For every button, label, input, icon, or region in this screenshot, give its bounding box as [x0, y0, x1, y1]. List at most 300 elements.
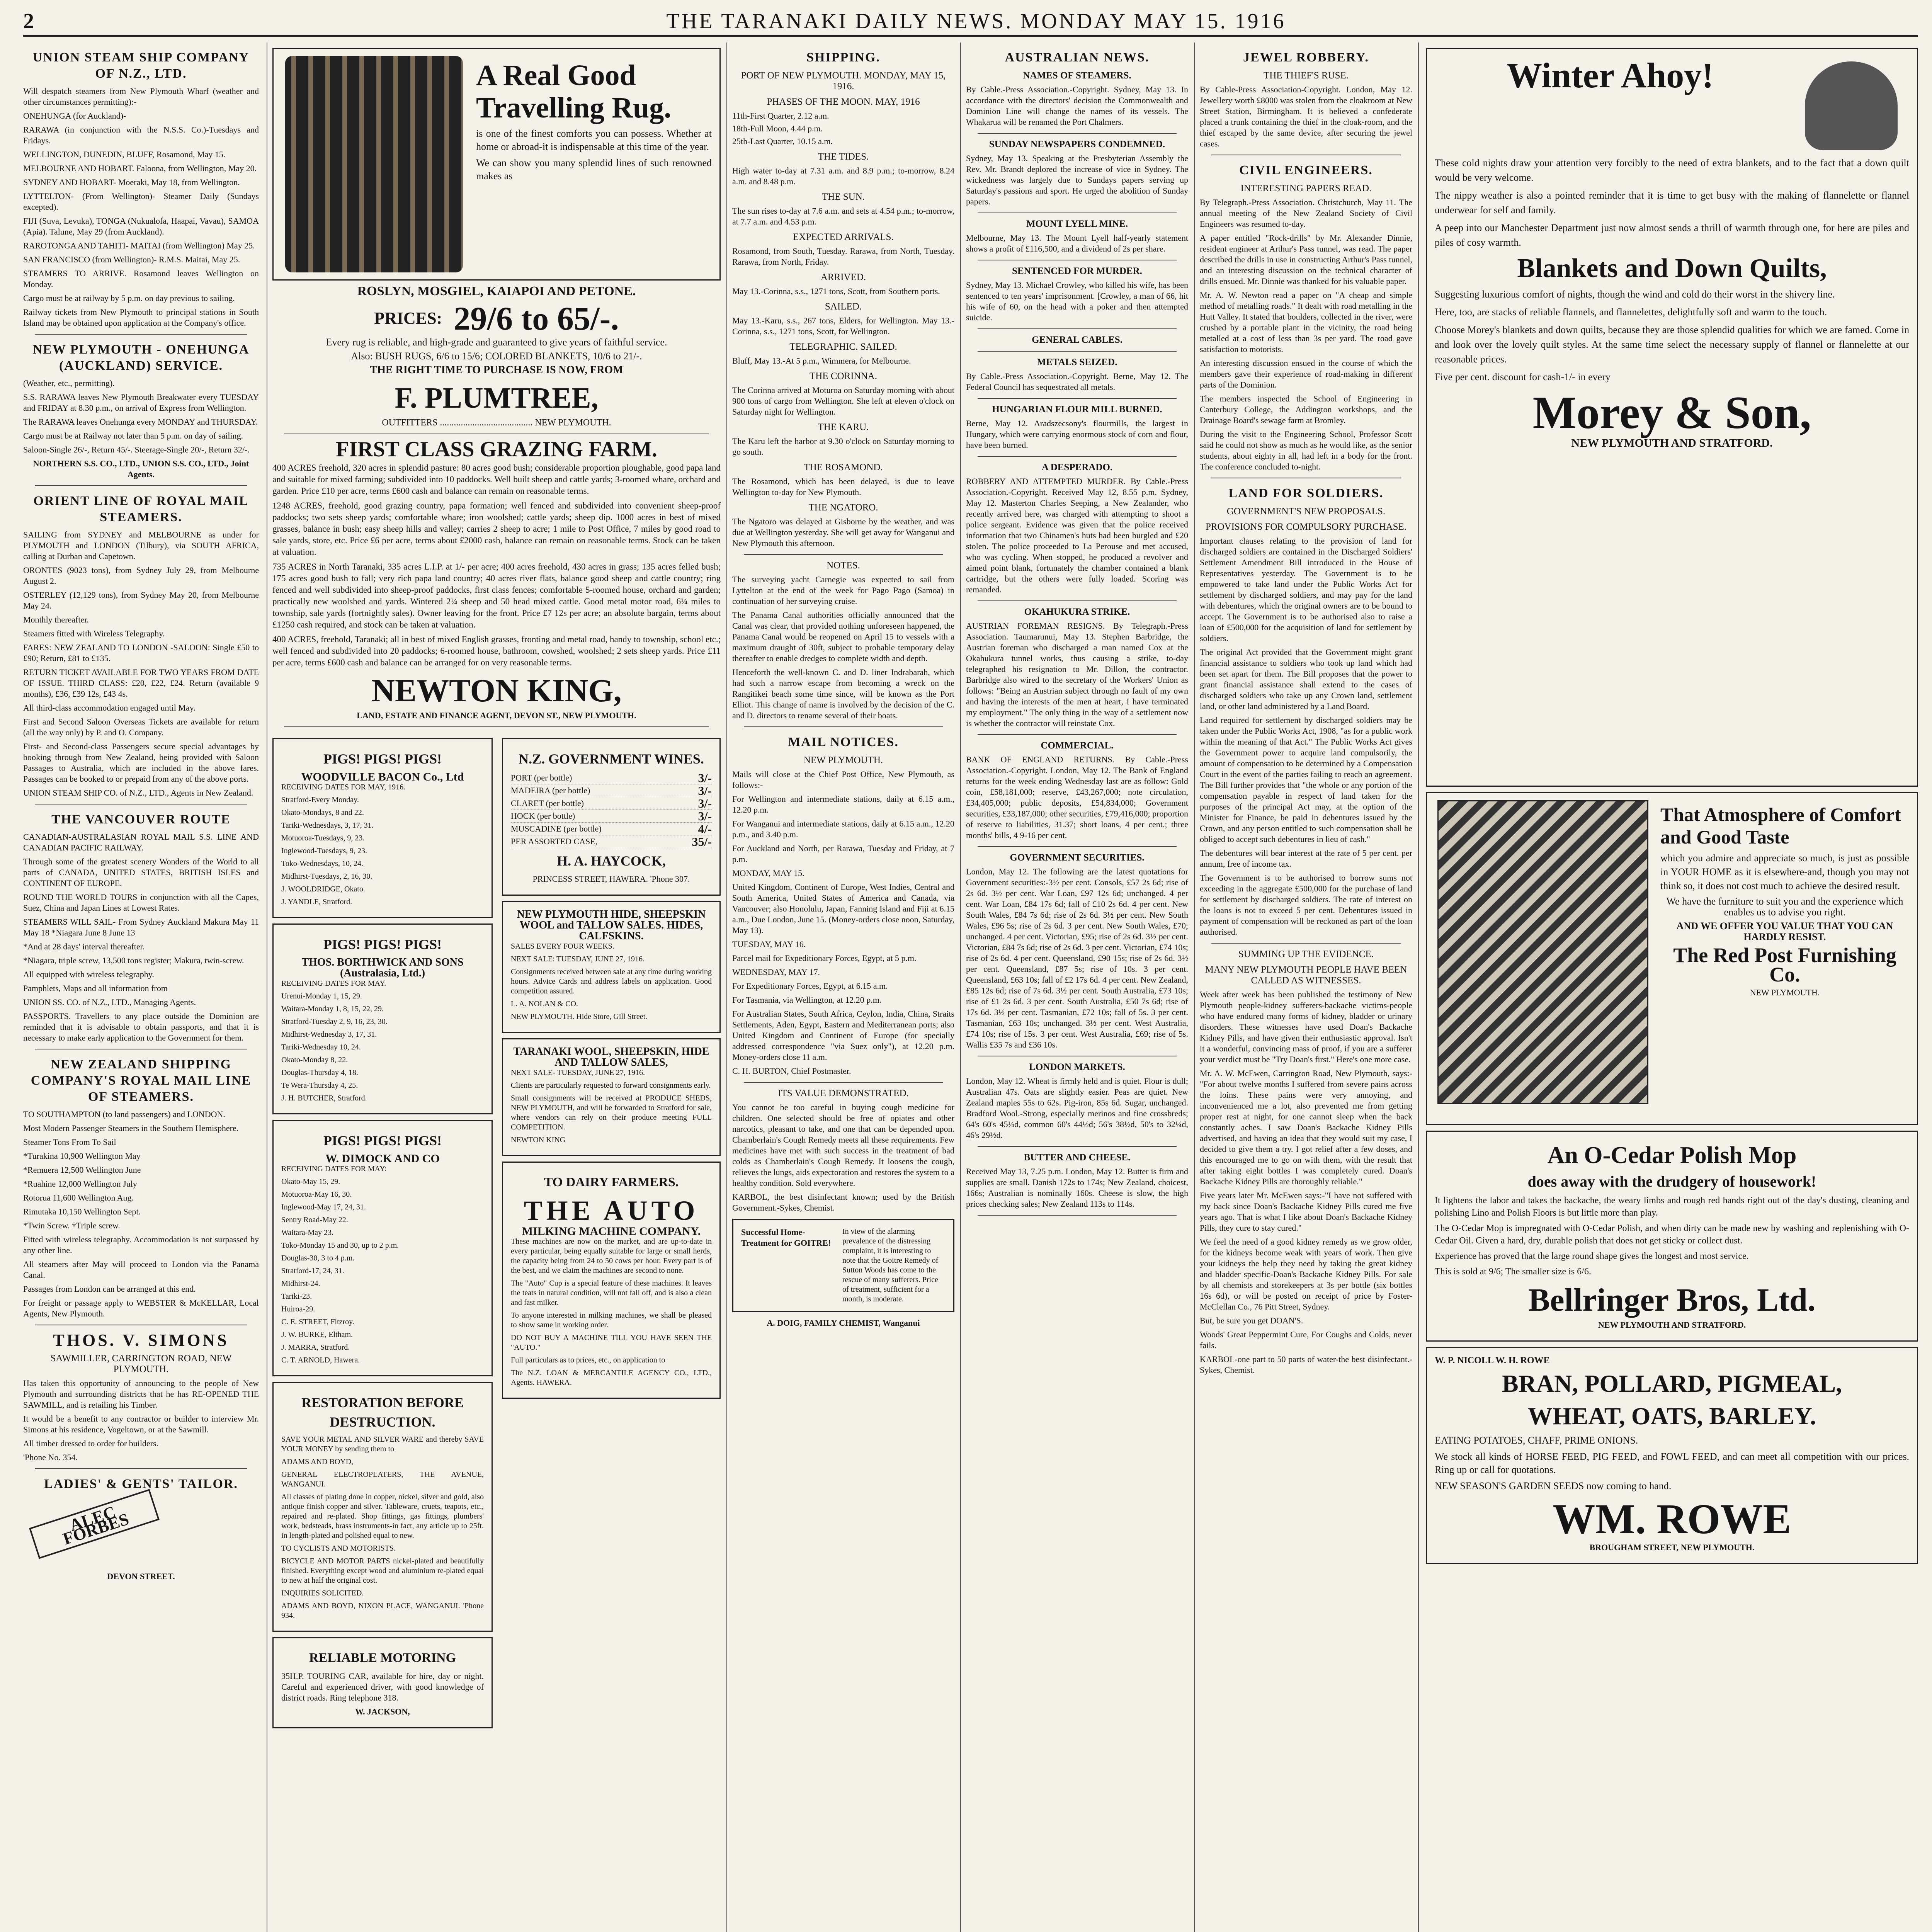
- evidence-heading: SUMMING UP THE EVIDENCE.: [1238, 949, 1374, 959]
- receiving-date: Tariki-Wednesday 10, 24.: [281, 1043, 361, 1051]
- redpost-name: The Red Post Furnishing Co.: [1673, 944, 1896, 986]
- text-paragraph: The members inspected the School of Engineering in Canterbury College, the Addington workshops, and the Drainage Board's sewage farm at Bromley.: [1200, 394, 1412, 425]
- simons-title: THOS. V. SIMONS: [53, 1331, 229, 1350]
- divider: [978, 328, 1177, 329]
- text-paragraph: *Twin Screw. †Triple screw.: [23, 1221, 120, 1230]
- wine-price-row: [511, 772, 712, 784]
- expected-heading: EXPECTED ARRIVALS.: [793, 232, 894, 242]
- rug-makes: ROSLYN, MOSGIEL, KAIAPOI AND PETONE.: [357, 284, 636, 298]
- text-paragraph: RAROTONGA AND TAHITI- MAITAI (from Wellington) May 25.: [23, 241, 255, 250]
- rug-also: Also: BUSH RUGS, 6/6 to 15/6; COLORED BLANKETS, 10/6 to 21/-.: [351, 350, 642, 362]
- farm-listing: 400 ACRES freehold, 320 acres in splendid pasture: 80 acres good bush; considerable proportion ploughable, good papa land and suitable for mixed farming; subdivided into 10 paddocks. Well built sheep and cattle yards; 3-roomed whare, orchard and garden. Price £10 per acre, terms £600 cash and balance can remain on reasonable terms.: [272, 463, 721, 496]
- rowe-name: WM. ROWE: [1553, 1495, 1791, 1543]
- divider: [978, 734, 1177, 735]
- receiving-date: Midhirst-24.: [281, 1279, 320, 1288]
- text-paragraph: NEW PLYMOUTH. Hide Store, Gill Street.: [511, 1012, 648, 1021]
- text-paragraph: SALES EVERY FOUR WEEKS.: [511, 942, 614, 951]
- receiving-date: Stratford-Tuesday 2, 9, 16, 23, 30.: [281, 1017, 388, 1026]
- text-paragraph: RETURN TICKET AVAILABLE FOR TWO YEARS FROM DATE OF ISSUE. THIRD CLASS: £20, £22, £24. Return (available 9 months), £36, £39 12s, £43 4s.: [23, 667, 259, 699]
- red-post-ad: [1426, 792, 1918, 1125]
- text-paragraph: MELBOURNE AND HOBART. Faloona, from Wellington, May 20.: [23, 163, 257, 173]
- text-paragraph: Railway tickets from New Plymouth to principal stations in South Island may be obtained upon application at the Company's office.: [23, 307, 259, 328]
- pigs1-company: WOODVILLE BACON Co., Ltd: [301, 770, 464, 783]
- text-paragraph: Choose Morey's blankets and down quilts, because they are those splendid qualities for which we are famed. Come in and look over the lovely quilt styles. At the same time select the necessary supply of flannel or flannelette at our reasonable prices.: [1435, 324, 1909, 365]
- orient-body: [23, 529, 259, 798]
- text-paragraph: SYDNEY AND HOBART- Moeraki, May 18, from Wellington.: [23, 177, 240, 187]
- haycock-name: H. A. HAYCOCK,: [557, 853, 666, 869]
- text-paragraph: LYTTELTON- (From Wellington)- Steamer Daily (Sundays excepted).: [23, 191, 259, 212]
- ngatoro-body: The Ngatoro was delayed at Gisborne by the weather, and was due at Wellington yesterday. She will get away for Wanganui and New Plymouth this afternoon.: [732, 517, 954, 548]
- taranaki-wool-ad: [502, 1038, 721, 1156]
- jewel-body: By Cable-Press Association-Copyright. London, May 12. Jewellery worth £8000 was stolen from the cloakroom at New Street Station, Birmingham. It is believed a confederate placed a trunk containing the thief in the cloak-room, and the thief escaped by the same device, after securing the jewel cases.: [1200, 85, 1412, 148]
- evidence-sub: MANY NEW PLYMOUTH PEOPLE HAVE BEEN CALLED AS WITNESSES.: [1205, 964, 1407, 986]
- jewel-sub: THE THIEF'S RUSE.: [1263, 70, 1349, 81]
- text-paragraph: ONEHUNGA (for Auckland)-: [23, 111, 126, 121]
- text-paragraph: ORONTES (9023 tons), from Sydney July 29, from Melbourne August 2.: [23, 565, 259, 586]
- text-paragraph: *Turakina 10,900 Wellington May: [23, 1151, 141, 1161]
- text-paragraph: Rotorua 11,600 Wellington Aug.: [23, 1193, 134, 1202]
- text-paragraph: Small consignments will be received at PRODUCE SHEDS, NEW PLYMOUTH, and will be forwarded to Stratford for sale, where vendors can rely on their produce meeting FULL COMPETITION.: [511, 1094, 712, 1131]
- rowe-address: BROUGHAM STREET, NEW PLYMOUTH.: [1589, 1543, 1755, 1552]
- text-paragraph: Clients are particularly requested to forward consignments early.: [511, 1081, 711, 1090]
- receiving-date: Waitara-May 23.: [281, 1228, 333, 1237]
- column-3-shipping-mail: [732, 43, 954, 1932]
- rowe-names: W. P. NICOLL W. H. ROWE: [1435, 1355, 1550, 1366]
- orient-title: ORIENT LINE OF ROYAL MAIL STEAMERS.: [33, 494, 249, 524]
- text-paragraph: To anyone interested in milking machines, we shall be pleased to show same in working order.: [511, 1311, 712, 1329]
- rug-prices: [272, 300, 721, 337]
- text-paragraph: EATING POTATOES, CHAFF, PRIME ONIONS.: [1435, 1435, 1638, 1446]
- moon-phase-item: 18th-Full Moon, 4.44 p.m.: [732, 124, 823, 133]
- text-paragraph: Most Modern Passenger Steamers in the Southern Hemisphere.: [23, 1123, 239, 1133]
- morey-name: Morey & Son,: [1532, 387, 1811, 438]
- expected-body: Rosamond, from South, Tuesday. Rarawa, from North, Tuesday. Rarawa, from North, Friday.: [732, 246, 954, 267]
- receiving-date: Urenui-Monday 1, 15, 29.: [281, 992, 362, 1000]
- story-headline: GOVERNMENT SECURITIES.: [1010, 852, 1145, 863]
- land-sub-2: PROVISIONS FOR COMPULSORY PURCHASE.: [1205, 522, 1407, 532]
- text-paragraph: All steamers after May will proceed to London via the Panama Canal.: [23, 1259, 259, 1280]
- text-paragraph: For Tasmania, via Wellington, at 12.20 p.m.: [732, 995, 882, 1005]
- divider: [978, 456, 1177, 457]
- civil-body: [1200, 197, 1412, 472]
- plumtree-name: F. PLUMTREE,: [395, 382, 599, 414]
- column-2-ads: [272, 43, 721, 1932]
- wine-name: PER ASSORTED CASE,: [511, 837, 598, 846]
- receiving-date: RECEIVING DATES FOR MAY:: [281, 1165, 387, 1173]
- divider: [978, 1146, 1177, 1147]
- text-paragraph: Suggesting luxurious comfort of nights, though the wind and cold do their worst in the shivery line.: [1435, 289, 1835, 300]
- text-paragraph: For Wellington and intermediate stations, daily at 6.15 a.m., 12.20 p.m.: [732, 794, 954, 815]
- text-paragraph: Rimutaka 10,150 Wellington Sept.: [23, 1207, 141, 1216]
- page-number: 2: [23, 9, 34, 33]
- blankets-heading: Blankets and Down Quilts,: [1517, 253, 1827, 283]
- text-paragraph: Passages from London can be arranged at this end.: [23, 1284, 196, 1294]
- staircase-illustration: [1435, 800, 1651, 1117]
- text-paragraph: ADAMS AND BOYD,: [281, 1458, 354, 1466]
- text-paragraph: FARES: NEW ZEALAND TO LONDON -SALOON: Single £50 to £90; Return, £81 to £135.: [23, 643, 259, 663]
- text-paragraph: Full particulars as to prices, etc., on application to: [511, 1356, 665, 1364]
- text-paragraph: Experience has proved that the large round shape gives the longest and most service.: [1435, 1251, 1749, 1261]
- text-paragraph: NEWTON KING: [511, 1136, 566, 1144]
- receiving-date: Okato-Monday 8, 22.: [281, 1056, 348, 1064]
- divider: [744, 726, 943, 727]
- land-sub-1: GOVERNMENT'S NEW PROPOSALS.: [1226, 506, 1386, 517]
- ocedar-title: An O-Cedar Polish Mop: [1547, 1142, 1797, 1168]
- text-paragraph: SAVE YOUR METAL AND SILVER WARE and thereby SAVE YOUR MONEY by sending them to: [281, 1435, 484, 1453]
- pigs3-dates: [281, 1164, 484, 1365]
- text-paragraph: The surveying yacht Carnegie was expected to sail from Lyttelton at the end of the week for Pago Pago (Samoa) in continuation of her surveying cruise.: [732, 575, 954, 606]
- wines-list: [511, 772, 712, 848]
- story-headline: GENERAL CABLES.: [1032, 335, 1122, 345]
- story-headline: BUTTER AND CHEESE.: [1024, 1152, 1131, 1163]
- story-text: Received May 13, 7.25 p.m. London, May 12. Butter is firm and supplies are small. Danish 172s to 174s; New Zealand, choicest, 166s; Australian is nominally 160s. Cheese is slow, the high prices checking sales; New Zealand 113s to 114s.: [966, 1167, 1188, 1209]
- col2-lower-left: [272, 733, 493, 1734]
- divider: [35, 1468, 247, 1469]
- col2-lower-right: [502, 733, 721, 1734]
- story-text: London, May 12. Wheat is firmly held and is quiet. Flour is dull; Australian 47s. Oats are slightly easier. Peas are quiet. New Zealand maples 55s to 62s. Pig-iron, 85s 6d. Sugar, unchanged. Bradford Wool.-Strong, especially merinos and fine crossbreds; 64's 60's 45¼d, common 60's 44½d; 56's 38½d, 50's to 32¼d, 46's 29½d.: [966, 1076, 1188, 1140]
- ocedar-ad: [1426, 1131, 1918, 1342]
- winter-title: Winter Ahoy!: [1507, 56, 1714, 95]
- vancouver-body: [23, 832, 259, 1043]
- tarwool-body: [511, 1068, 712, 1145]
- farm-listing: 400 ACRES, freehold, Taranaki; all in best of mixed English grasses, fronting and metal road, handy to township, school etc.; well fenced and subdivided into 20 paddocks; 6-roomed house, bathroom, cowshed, woolshed; 2 sets sheep yards. Price £11 per acre, terms £600 cash and balance can be arranged for on very reasonable terms.: [272, 634, 721, 667]
- farm-listing: 1248 ACRES, freehold, good grazing country, papa formation; well fenced and subdivided into convenient sheep-proof paddocks; two sets sheep yards; comfortable whare; iron woolshed; cattle yards; sheep dip. 1000 acres in best of mixed grasses, balance in bush; easy sheep hills and valley; carries 2 sheep to acre; 1 mile to Post Office, 7 miles by good road to sale yards, store, etc. Price £6 per acre, terms about £2000 cash, balance can remain on reasonable terms. Stock can be taken at valuation.: [272, 501, 721, 557]
- ocedar-body: [1435, 1194, 1909, 1278]
- text-paragraph: NEW SEASON'S GARDEN SEEDS now coming to hand.: [1435, 1480, 1672, 1492]
- text-paragraph: NEXT SALE- TUESDAY, JUNE 27, 1916.: [511, 1068, 645, 1077]
- text-paragraph: An interesting discussion ensued in the course of which the members gave their experience of road-making in different parts of the Dominion.: [1200, 358, 1412, 389]
- receiving-date: J. MARRA, Stratford.: [281, 1343, 350, 1352]
- wine-name: PORT (per bottle): [511, 773, 572, 782]
- divider: [1211, 943, 1401, 944]
- onehunga-title: NEW PLYMOUTH - ONEHUNGA (AUCKLAND) SERVICE.: [32, 342, 250, 373]
- text-paragraph: Parcel mail for Expeditionary Forces, Egypt, at 5 p.m.: [732, 953, 917, 963]
- morey-winter-ad: [1426, 48, 1918, 787]
- text-paragraph: All equipped with wireless telegraphy.: [23, 969, 154, 979]
- text-paragraph: For Wanganui and intermediate stations, daily at 6.15 a.m., 12.20 p.m., and 3.40 p.m.: [732, 819, 954, 839]
- text-paragraph: STEAMERS TO ARRIVE. Rosamond leaves Wellington on Monday.: [23, 269, 259, 289]
- pigs2-dates: [281, 979, 484, 1103]
- farm-listing: 735 ACRES in North Taranaki, 335 acres L.I.P. at 1/- per acre; 400 acres freehold, 430 acres in grass; 135 acres felled bush; 175 acres good bush to fall; very rich papa land country; 40 acres river flats, balance good sheep and cattle country; ring fenced and well subdivided into sheep-proof paddocks, first class fences; comfortable 5-roomed house, orchard and garden; practically new woolshed and yards. Wintered 2¼ sheep and 50 head mixed cattle. Good metal motor road, 6¼ miles to township, sale yards (fortnightly sales). Owner leaving for the front. Price £7 12s per acre; an absolute bargain, terms about £1250 cash required, and stock can be taken at valuation.: [272, 562, 721, 629]
- text-paragraph: All timber dressed to order for builders.: [23, 1439, 159, 1448]
- text-paragraph: SAILING from SYDNEY and MELBOURNE as under for PLYMOUTH and LONDON (Tilbury), via SOUTH AFRICA, calling at Durban and Capetown.: [23, 530, 259, 561]
- port-line: PORT OF NEW PLYMOUTH. MONDAY, MAY 15, 1916.: [741, 70, 946, 92]
- text-paragraph: STEAMERS WILL SAIL- From Sydney Auckland Makura May 11 May 18 *Niagara June 8 June 13: [23, 917, 259, 937]
- goitre-title: Successful Home-Treatment for GOITRE!: [741, 1227, 831, 1248]
- text-paragraph: S.S. RARAWA leaves New Plymouth Breakwater every TUESDAY and FRIDAY at 8.30 p.m., on arrival of Express from Wellington.: [23, 392, 259, 413]
- text-paragraph: Mr. A. W. McEwen, Carrington Road, New Plymouth, says:-"For about twelve months I suffered from severe pains across the loins. These pains were very annoying, and inconvenienced me a lot, also prevented me from getting proper rest at night, for one cannot sleep when the back constantly aches. I saw Doan's Backache Kidney Pills advertised, and having an idea that they would suit my case, I decided to give them a try. I got relief after a few doses, and this encouraged me to go on with them, with the result that after taking eight bottles I was completely cured. Doan's Backache Kidney Pills are thoroughly reliable.": [1200, 1068, 1412, 1186]
- union-body: [23, 86, 259, 328]
- news-stories: [966, 70, 1188, 1216]
- bellringer-name: Bellringer Bros, Ltd.: [1528, 1282, 1816, 1318]
- text-paragraph: A peep into our Manchester Department just now almost sends a thrill of warmth through one, for here are piles and piles of cosy warmth.: [1435, 222, 1909, 248]
- story-text: By Cable.-Press Association.-Copyright. Berne, May 12. The Federal Council has sequestrated all metals.: [966, 371, 1188, 392]
- receiving-date: RECEIVING DATES FOR MAY, 1916.: [281, 783, 406, 791]
- text-paragraph: The O-Cedar Mop is impregnated with O-Cedar Polish, and when dirty can be made new by washing and replenishing with O-Cedar Oil. Given a hard, dry, durable polish that does not get sticky or collect dust.: [1435, 1223, 1909, 1246]
- union-title: UNION STEAM SHIP COMPANY OF N.Z., LTD.: [32, 50, 250, 81]
- sun-body: The sun rises to-day at 7.6 a.m. and sets at 4.54 p.m.; to-morrow, at 7.7 a.m. and 4.53 p.m.: [732, 206, 954, 226]
- onehunga-body: [23, 378, 259, 455]
- woman-illustration: [1793, 56, 1909, 156]
- pigs3-title: PIGS! PIGS! PIGS!: [323, 1133, 442, 1148]
- rug-title: A Real Good Travelling Rug.: [476, 59, 672, 124]
- divider: [978, 398, 1177, 399]
- text-paragraph: The nippy weather is also a pointed reminder that it is time to get busy with the making of flannelette or flannel underwear for self and family.: [1435, 190, 1909, 216]
- demo-body: You cannot be too careful in buying cough medicine for children. One selected should be free of opiates and other narcotics, pleasant to take, and one that can be depended upon. Chamberlain's Cough Remedy meets all these requirements. Few medicines have met with such success in the treatment of bad colds as Chamberlain's Cough Remedy. It loosens the cough, relieves the lungs, aids expectoration and restores the system to a healthy condition. Sold everywhere.: [732, 1102, 954, 1188]
- karu-heading: THE KARU.: [818, 422, 869, 432]
- wine-price-row: [511, 835, 712, 848]
- rosamond-heading: THE ROSAMOND.: [804, 462, 883, 473]
- text-paragraph: The original Act provided that the Government might grant financial assistance to soldiers who took up land which had been set apart for them. The Bill proposes that the power to grant financial assistance shall extend to the cases of discharged soldiers who take up any Crown land, settlement land, or other land administered by a Land Board.: [1200, 647, 1412, 711]
- simons-sub: SAWMILLER, CARRINGTON ROAD, NEW PLYMOUTH.: [50, 1353, 232, 1374]
- column-4-australian-news: [966, 43, 1188, 1932]
- tides-heading: THE TIDES.: [818, 151, 869, 162]
- text-paragraph: For Australian States, South Africa, Ceylon, India, China, Straits Settlements, Aden, Egypt, Eastern and Mediterranean ports; also United Kingdom and Continent of Europe (for specially addressed correspondence "via Suez only"), at 12.20 p.m. Money-orders close 11 a.m.: [732, 1009, 954, 1062]
- receiving-date: Midhirst-Tuesdays, 2, 16, 30.: [281, 872, 372, 881]
- text-paragraph: Fitted with wireless telegraphy. Accommodation is not surpassed by any other line.: [23, 1235, 259, 1255]
- text-paragraph: Has taken this opportunity of announcing to the people of New Plymouth and surrounding districts that he has RE-OPENED THE SAWMILL, and is retailing his Timber.: [23, 1378, 259, 1410]
- receiving-date: Okato-Mondays, 8 and 22.: [281, 808, 364, 817]
- text-paragraph: SAN FRANCISCO (from Wellington)- R.M.S. Maitai, May 25.: [23, 255, 240, 264]
- text-paragraph: Here, too, are stacks of reliable flannels, and flannelettes, delightfully soft and warm to the touch.: [1435, 306, 1827, 318]
- story-headline: OKAHUKURA STRIKE.: [1024, 607, 1130, 617]
- story-headline: SUNDAY NEWSPAPERS CONDEMNED.: [989, 139, 1165, 150]
- story-text: London, May 12. The following are the latest quotations for Government securities:-3½ per cent. Consols, £57 2s 6d; rise of 2s 6d. 3½ per cent. War Loan, £97 12s 6d; unchanged. 4 per cent. War Loan, £84 17s 6d; fall of £10 2s 6d. 4 per cent. New South Wales, £84 7s 6d; rise of 2s 6d. 3½ per cent. New South Wales, £96 5s; rise of 2s 6d. 3 per cent. New South Wales, £70; unchanged. 4 per cent. Victorian, £95; rise of 2s 6d. 3½ per cent. Victorian, £84 7s 6d; rise of 2s 6d. 3 per cent. Victorian, £74 10s; rise of 2s 6d. 4 per cent. Queensland, £90 15s; rise of 2s 6d. 3½ per cent. Queensland, £87 5s; rise of 10s. 3 per cent. Queensland, £63 10s; fall of £2 17s 6d. 4 per cent. New Zealand, £85 12s 6d; rise of 7s 6d. 3½ per cent. South Australia, £73 10s; rise of £1 2s 6d. 3 per cent. South Australia, £50 7s 6d; rise of 17s 6d. 3½ per cent. Tasmanian, £72 10s; fall of 5s. 3 per cent. Tasmanian, £63 10s; unchanged. 3½ per cent. West Australia, £74 10s; rise of 15s. 3 per cent. West Australia, £69; rise of 5s. Wallis £35 7s and £36 10s.: [966, 867, 1188, 1049]
- text-paragraph: First and Second Saloon Overseas Tickets are available for return (all the way only) by P. and O. Company.: [23, 717, 259, 737]
- pigs2-title: PIGS! PIGS! PIGS!: [323, 937, 442, 952]
- rug-illustration: [281, 56, 467, 272]
- text-paragraph: Consignments received between sale at any time during working hours. Advice Cards and address labels on application. Good competition assured.: [511, 968, 712, 995]
- reliable-body: 35H.P. TOURING CAR, available for hire, day or night. Careful and experienced driver, with good knowledge of district roads. Ring telephone 318.: [281, 1671, 484, 1702]
- reliable-title: RELIABLE MOTORING: [309, 1651, 456, 1665]
- arrived-body: May 13.-Corinna, s.s., 1271 tons, Scott, from Southern ports.: [732, 286, 940, 296]
- auto-body: [511, 1237, 712, 1388]
- goitre-body: In view of the alarming prevalence of the distressing complaint, it is interesting to note that the Goitre Remedy of Sutton Woods has come to the rescue of many sufferers. Price of treatment, sufficient for a month, is moderate.: [842, 1227, 939, 1303]
- column-rule: [960, 43, 961, 1932]
- nzship-body: [23, 1109, 259, 1319]
- text-paragraph: PASSPORTS. Travellers to any place outside the Dominion are reminded that it is advisable to obtain passports, and that it is necessary to make early application to the Government for them.: [23, 1011, 259, 1043]
- wine-price: 3/-: [698, 796, 712, 810]
- receiving-date: Stratford-Every Monday.: [281, 796, 359, 804]
- nzship-title: NEW ZEALAND SHIPPING COMPANY'S ROYAL MAIL LINE OF STEAMERS.: [31, 1057, 252, 1104]
- text-paragraph: It lightens the labor and takes the backache, the weary limbs and rough red hands right out of the day's dusting, cleaning and polishing Lino and Polish Floors is but little more than play.: [1435, 1196, 1909, 1218]
- divider: [744, 554, 943, 555]
- pigs2-company: THOS. BORTHWICK AND SONS (Australasia, Ltd.): [301, 956, 464, 979]
- receiving-date: J. H. BUTCHER, Stratford.: [281, 1094, 367, 1102]
- text-paragraph: First- and Second-class Passengers secure special advantages by booking through from New Zealand, being provided with Saloon Passages to Australia, which are included in the above fares. Passages can be booked to or prepaid from any of the above ports.: [23, 742, 259, 784]
- receiving-date: Inglewood-Tuesdays, 9, 23.: [281, 847, 367, 855]
- auto-sub: MILKING MACHINE COMPANY.: [522, 1225, 701, 1238]
- divider: [978, 600, 1177, 601]
- auto-milking-ad: [502, 1162, 721, 1399]
- text-paragraph: Cargo must be at Railway not later than 5 p.m. on day of sailing.: [23, 431, 243, 440]
- receiving-date: Midhirst-Wednesday 3, 17, 31.: [281, 1030, 377, 1039]
- dimock-pigs-ad: [272, 1120, 493, 1376]
- text-paragraph: The N.Z. LOAN & MERCANTILE AGENCY CO., LTD., Agents. HAWERA.: [511, 1369, 712, 1387]
- karu-body: The Karu left the harbor at 9.30 o'clock on Saturday morning to go south.: [732, 436, 954, 457]
- text-paragraph: Henceforth the well-known C. and D. liner Indrabarah, which had such a narrow escape from becoming a wreck on the Rangitikei beach some time since, will be known as the Port Elliot. This change of name is involved by the decision of the C. and D. directors to rename several of their boats.: [732, 667, 954, 720]
- shipping-heading: SHIPPING.: [806, 50, 880, 65]
- text-paragraph: Land required for settlement by discharged soldiers may be taken under the Public Works Act, 1908, "as for a public work within the meaning of that Act." The Public Works Act gives the Government power to acquire land compulsorily, the amount of compensation to be determined by a Compensation Court in the event of the parties failing to reach an agreement. The Bill further provides that "the whole or any portion of the compensation payable in respect of land taken for the purposes of the principal Act may, at the option of the Minister for Finance, be paid in debentures issued by the Crown, and any person entitled to such compensation shall be obliged to accept such debentures in lieu of cash.": [1200, 715, 1412, 844]
- jewel-heading: JEWEL ROBBERY.: [1243, 50, 1369, 65]
- bellringer-address: NEW PLYMOUTH AND STRATFORD.: [1598, 1320, 1746, 1330]
- text-paragraph: TUESDAY, MAY 16.: [732, 939, 806, 949]
- winter-body: [1435, 156, 1909, 250]
- newton-king-name: NEWTON KING,: [371, 673, 622, 709]
- mail-sub: NEW PLYMOUTH.: [803, 755, 883, 765]
- text-paragraph: But, be sure you get DOAN'S.: [1200, 1316, 1303, 1325]
- text-paragraph: CANADIAN-AUSTRALASIAN ROYAL MAIL S.S. LINE AND CANADIAN PACIFIC RAILWAY.: [23, 832, 259, 852]
- demo-heading: ITS VALUE DEMONSTRATED.: [778, 1088, 909, 1099]
- text-paragraph: We feel the need of a good kidney remedy as we grow older, for the kidneys become weak with years of work. Then give your kidneys the help they need by taking the great kidney and bladder specific-Doan's Backache Kidney Pills. For sale by all chemists and storekeepers at 3s per bottle (six bottles 16s 6d), or will be posted on receipt of price by Foster-McClellan Co., 76 Pitt Street, Sydney.: [1200, 1237, 1412, 1311]
- wine-price: 4/-: [698, 822, 712, 836]
- text-paragraph: Saloon-Single 26/-, Return 45/-. Steerage-Single 20/-, Return 32/-.: [23, 445, 250, 454]
- australian-news-heading: AUSTRALIAN NEWS.: [1005, 50, 1150, 65]
- moon-heading: PHASES OF THE MOON. MAY, 1916: [767, 97, 920, 107]
- story-text: ROBBERY AND ATTEMPTED MURDER. By Cable.-Press Association.-Copyright. Received May 12, 8.55 p.m. Sydney, May 12. Masterton Charles Seeping, a New Zealander, who recently arrived here, was charged with attempting to shoot a police sergeant. Evidence was given that the police received information that two Chinamen's huts had been burgled and £20 stolen. The police proceeded to La Perouse and met accused, who was cycling. When stopped, he produced a revolver and aimed point blank, fortunately the chamber contained a blank cartridge, but the others were fully loaded. Scoring was remanded.: [966, 476, 1188, 594]
- newton-king-sub: LAND, ESTATE AND FINANCE AGENT, DEVON ST., NEW PLYMOUTH.: [357, 711, 636, 720]
- column-1-shipping-ads: [23, 43, 259, 1932]
- text-paragraph: A paper entitled "Rock-drills" by Mr. Alexander Dinnie, resident engineer at Arthur's Pass tunnel, was read. The paper described the drills in use in constructing Arthur's Pass tunnel, and an interesting discussion on the technical character of drills ensued. Mr. Dinnie was thanked for his valuable paper.: [1200, 233, 1412, 286]
- story-headline: METALS SEIZED.: [1037, 357, 1117, 367]
- text-paragraph: United Kingdom, Continent of Europe, West Indies, Central and South America, United States of America and Canada, via Vancouver; also Honolulu, Japan, Fanning Island and Fiji at 6.15 a.m., Due London, June 15. (Money-orders close noon, Saturday, May 13).: [732, 882, 954, 935]
- mail-heading: MAIL NOTICES.: [788, 735, 899, 749]
- story-text: AUSTRIAN FOREMAN RESIGNS. By Telegraph.-Press Association. Taumarunui, May 13. Stephen Barbridge, the Austrian foreman who discharged a man named Cox at the Okahukura tunnel works, thus causing a strike, to-day telegraphed his resignation to Mr. Dillon, the contractor. Barbridge also wired to the secretary of the Workers' Union as follows: "Being an Austrian subject through no fault of my own and having the interests of the men at heart, I have terminated my employment." The only thing in the way of a settlement now is whether the contractor will reinstate Cox.: [966, 621, 1188, 728]
- pigs1-title: PIGS! PIGS! PIGS!: [323, 751, 442, 767]
- land-body: [1200, 536, 1412, 937]
- text-paragraph: Pamphlets, Maps and all information from: [23, 983, 168, 993]
- text-paragraph: UNION STEAM SHIP CO. of N.Z., LTD., Agents in New Zealand.: [23, 788, 253, 798]
- tides-body: High water to-day at 7.31 a.m. and 8.9 p.m.; to-morrow, 8.24 a.m. and 8.48 p.m.: [732, 166, 954, 186]
- text-paragraph: The Panama Canal authorities officially announced that the Canal was clear, that provided nothing unforeseen happened, the Panama Canal would be reopened on April 15 to vessels with a maximum draught of 30ft, subject to probable temporary delay thereafter to enable dredges to complete width and depth.: [732, 610, 954, 663]
- tarwool-title: TARANAKI WOOL, SHEEPSKIN, HIDE AND TALLOW SALES,: [513, 1046, 709, 1068]
- text-paragraph: By Telegraph.-Press Association. Christchurch, May 11. The annual meeting of the New Zealand Society of Civil Engineers was resumed to-day.: [1200, 197, 1412, 229]
- wine-price-row: [511, 823, 712, 835]
- ocedar-sub: does away with the drudgery of housework!: [1527, 1173, 1816, 1190]
- restoration-ad: [272, 1382, 493, 1632]
- wine-name: HOCK (per bottle): [511, 811, 575, 821]
- civil-sub: INTERESTING PAPERS READ.: [1240, 183, 1372, 194]
- text-paragraph: C. H. BURTON, Chief Postmaster.: [732, 1066, 851, 1076]
- column-rule: [1418, 43, 1419, 1932]
- text-paragraph: GENERAL ELECTROPLATERS, THE AVENUE, WANGANUI.: [281, 1470, 484, 1488]
- rowe-ad: [1426, 1347, 1918, 1564]
- sun-heading: THE SUN.: [821, 192, 865, 202]
- prices-label: PRICES:: [374, 309, 442, 328]
- text-paragraph: Week after week has been published the testimony of New Plymouth people-kidney sufferers-backache victims-people who have endured many forms of kidney, bladder or urinary disorders. These witnesses have used Doan's Backache Kidney Pills, and have given their enthusiastic approval. Isn't it a wonderful, convincing mass of proof, if you are a sufferer your verdict must be "Try Doan's first." Here's one more case.: [1200, 990, 1412, 1064]
- receiving-date: J. W. BURKE, Eltham.: [281, 1330, 353, 1339]
- text-paragraph: DO NOT BUY A MACHINE TILL YOU HAVE SEEN THE "AUTO.": [511, 1333, 712, 1352]
- hide-sales-ad: [502, 901, 721, 1033]
- restoration-title: RESTORATION BEFORE DESTRUCTION.: [301, 1395, 464, 1430]
- story-headline: NAMES OF STEAMERS.: [1023, 70, 1131, 81]
- story-text: BANK OF ENGLAND RETURNS. By Cable.-Press Association.-Copyright. London, May 12. The Bank of England returns for the week ending Wednesday last are as follow: Gold coin, £58,181,000; reserve, £43,267,000; note circulation, £34,405,000; public deposits, £54,834,000; Government securities, £33,187,000; other securities, £79,416,000; proportion of reserve to liabilities, 31.37; short loans, 4 per cent.; three months' bills, 4 9-16 per cent.: [966, 755, 1188, 840]
- receiving-date: Waitara-Monday 1, 8, 15, 22, 29.: [281, 1005, 384, 1013]
- pigs1-dates: [281, 782, 484, 907]
- tailor-heading: LADIES' & GENTS' TAILOR.: [44, 1477, 238, 1491]
- corinna-body: The Corinna arrived at Moturoa on Saturday morning with about 900 tons of cargo from Wellington. She left at eleven o'clock on Saturday night for Wellington.: [732, 385, 954, 417]
- moon-list: [732, 111, 954, 147]
- redpost-body-3: AND WE OFFER YOU VALUE THAT YOU CAN HARDLY RESIST.: [1676, 920, 1893, 942]
- morey-address: NEW PLYMOUTH AND STRATFORD.: [1571, 437, 1773, 449]
- story-headline: A DESPERADO.: [1041, 462, 1113, 473]
- story-headline: COMMERCIAL.: [1041, 740, 1114, 751]
- pigs3-company: W. DIMOCK AND CO: [325, 1152, 440, 1165]
- receiving-date: Tariki-Wednesdays, 3, 17, 31.: [281, 821, 374, 830]
- text-paragraph: KARBOL-one part to 50 parts of water-the best disinfectant.-Sykes, Chemist.: [1200, 1354, 1412, 1375]
- newspaper-title: THE TARANAKI DAILY NEWS. MONDAY MAY 15. 1916: [666, 9, 1286, 33]
- auto-heading: TO DAIRY FARMERS.: [544, 1175, 679, 1189]
- wines-title: N.Z. GOVERNMENT WINES.: [519, 751, 704, 767]
- column-5-news: [1200, 43, 1412, 1932]
- rug-body: is one of the finest comforts you can possess. Whether at home or abroad-it is indispensable at this time of the year.: [476, 128, 712, 152]
- story-text: Sydney, May 13. Michael Crowley, who killed his wife, has been sentenced to ten years' imprisonment. [Crowley, a man of 66, hit his wife of 60, on the head with a poker and then attempted suicide.: [966, 280, 1188, 322]
- divider: [978, 1215, 1177, 1216]
- sailed-heading: SAILED.: [825, 301, 862, 312]
- text-paragraph: Will despatch steamers from New Plymouth Wharf (weather and other circumstances permitting):-: [23, 86, 259, 107]
- wine-price-row: [511, 810, 712, 823]
- land-heading: LAND FOR SOLDIERS.: [1228, 486, 1384, 500]
- karbol-notice: KARBOL, the best disinfectant known; used by the British Government.-Sykes, Chemist.: [732, 1192, 954, 1213]
- text-paragraph: Mr. A. W. Newton read a paper on "A cheap and simple method of metalling roads." It dealt with road metalling in the Hutt Valley. It stated that boulders, collected in the river, were crushed by a portable plant in the vicinity, the road being metalled at a cost of less than 3s per yard. The road gave satisfaction to motorists.: [1200, 290, 1412, 354]
- text-paragraph: L. A. NOLAN & CO.: [511, 1000, 578, 1008]
- vancouver-title: THE VANCOUVER ROUTE: [51, 812, 231, 827]
- col2-lower: [272, 733, 721, 1734]
- goitre-sign: A. DOIG, FAMILY CHEMIST, Wanganui: [767, 1318, 920, 1328]
- blankets-body: [1435, 287, 1909, 384]
- story-text: Melbourne, May 13. The Mount Lyell half-yearly statement shows a profit of £116,500, and a dividend of 2s per share.: [966, 233, 1188, 253]
- text-paragraph: The "Auto" Cup is a special feature of these machines. It leaves the teats in natural condition, will not fall off, and is also a clean and fast milker.: [511, 1279, 712, 1307]
- arrived-heading: ARRIVED.: [820, 272, 866, 282]
- text-paragraph: FIJI (Suva, Levuka), TONGA (Nukualofa, Haapai, Vavau), SAMOA (Apia). Talune, May 29 (from Auckland).: [23, 216, 259, 236]
- receiving-date: J. WOOLDRIDGE, Okato.: [281, 885, 365, 893]
- text-paragraph: Through some of the greatest scenery Wonders of the World to all parts of CANADA, UNITED STATES, BRITISH ISLES and CONTINENT OF EUROPE.: [23, 857, 259, 888]
- text-paragraph: *Ruahine 12,000 Wellington July: [23, 1179, 137, 1189]
- rug-body-2: We can show you many splendid lines of such renowned makes as: [476, 157, 712, 182]
- receiving-date: C. E. STREET, Fitzroy.: [281, 1318, 354, 1326]
- wine-price: 3/-: [698, 771, 712, 785]
- text-paragraph: Mails will close at the Chief Post Office, New Plymouth, as follows:-: [732, 769, 954, 790]
- story-text: Sydney, May 13. Speaking at the Presbyterian Assembly the Rev. Mr. Brandt deplored the increase of vice in Sydney. The wickedness was largely due to Sundays papers serving up Saturday's passions and sport. He urged the abolition of Sunday papers.: [966, 153, 1188, 206]
- text-paragraph: This is sold at 9/6; The smaller size is 6/6.: [1435, 1267, 1591, 1277]
- rowe-product-lines: [1435, 1369, 1909, 1431]
- receiving-date: Te Wera-Thursday 4, 25.: [281, 1081, 358, 1090]
- hides-body: [511, 942, 712, 1022]
- text-paragraph: These cold nights draw your attention very forcibly to the need of extra blankets, and to the fact that a down quilt would be very welcome.: [1435, 157, 1909, 183]
- hides-title: NEW PLYMOUTH HIDE, SHEEPSKIN WOOL and TALLOW SALES. HIDES, CALFSKINS.: [517, 908, 706, 942]
- plumtree-footer: OUTFITTERS ........................................ NEW PLYMOUTH.: [382, 418, 611, 428]
- farm-title: FIRST CLASS GRAZING FARM.: [336, 437, 657, 461]
- rosamond-body: The Rosamond, which has been delayed, is due to leave Wellington to-day for New Plymouth.: [732, 476, 954, 497]
- forbes-stamp: ALEC FORBES: [29, 1489, 160, 1559]
- divider: [35, 485, 247, 486]
- receiving-date: Stratford-17, 24, 31.: [281, 1267, 344, 1275]
- story-headline: HUNGARIAN FLOUR MILL BURNED.: [992, 404, 1162, 415]
- prices-value: 29/6 to 65/-.: [454, 300, 619, 337]
- wines-ad: [502, 738, 721, 896]
- divider: [284, 726, 709, 727]
- wine-name: CLARET (per bottle): [511, 798, 584, 808]
- story-text: Berne, May 12. Aradszecsony's flourmills, the largest in Hungary, which were carrying enormous stock of corn and flour, have been burned.: [966, 418, 1188, 450]
- text-paragraph: For Auckland and North, per Rarawa, Tuesday and Friday, at 7 p.m.: [732, 844, 954, 864]
- moon-phase-item: 11th-First Quarter, 2.12 a.m.: [732, 111, 829, 121]
- redpost-body: which you admire and appreciate so much, is just as possible in YOUR HOME as it is elsewhere-and, though you may not think so, it does not cost much to achieve the desired result.: [1660, 852, 1909, 891]
- wine-name: MUSCADINE (per bottle): [511, 824, 602, 833]
- farm-items: [272, 462, 721, 668]
- story-text: By Cable.-Press Association.-Copyright. Sydney, May 13. In accordance with the directors' decision the Commonwealth and Dominion Line will change the names of its vessels. The Whakarua will be renamed the Port Chalmers.: [966, 85, 1188, 127]
- column-6-ads: [1426, 43, 1918, 1932]
- receiving-date: Okato-May 15, 29.: [281, 1177, 340, 1186]
